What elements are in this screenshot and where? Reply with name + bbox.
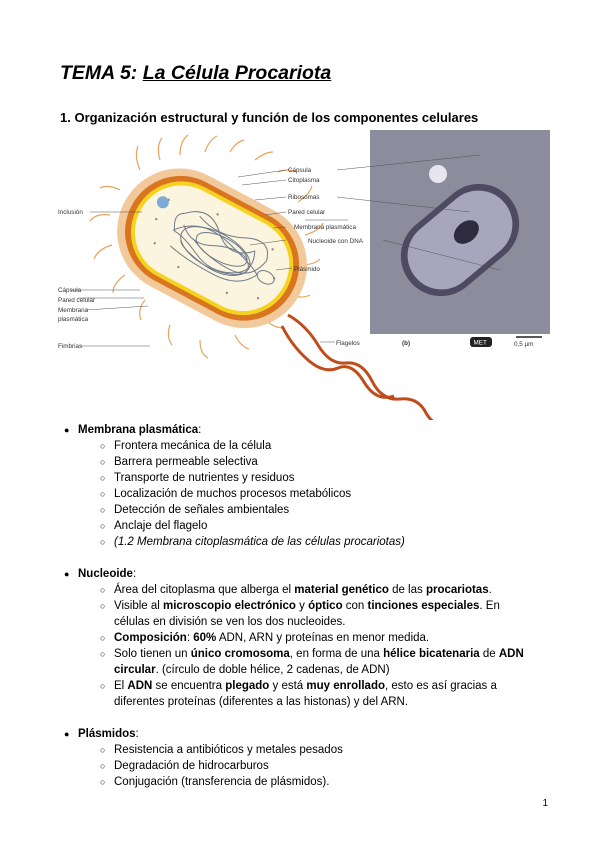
label-membrana-left: Membrana bbox=[58, 307, 89, 314]
list-item: ○ Visible al microscopio electrónico y óptico con tinciones especiales. En células en división se ven los dos nucleoides. bbox=[100, 600, 500, 628]
title-underlined: La Célula Procariota bbox=[142, 62, 332, 84]
label-capsula: Cápsula bbox=[288, 167, 312, 174]
section-plasmidos bbox=[64, 726, 538, 790]
text: Solo tienen un bbox=[114, 648, 191, 660]
list-item-text: (1.2 Membrana citoplasmática de las células procariotas) bbox=[114, 536, 405, 548]
text: de las bbox=[388, 584, 426, 596]
page-number: 1 bbox=[542, 798, 548, 809]
text: con bbox=[342, 600, 368, 612]
list-item-text: Transporte de nutrientes y residuos bbox=[114, 472, 295, 484]
bullet-disc: ● bbox=[64, 569, 70, 579]
text: y bbox=[295, 600, 309, 612]
label-pared-left: Pared celular bbox=[58, 297, 96, 304]
micrograph-vesicle bbox=[429, 165, 447, 183]
list-item: ○ Degradación de hidrocarburos bbox=[100, 760, 269, 772]
list-item-text: Frontera mecánica de la célula bbox=[114, 440, 272, 452]
text: ADN, ARN y proteínas en menor medida. bbox=[216, 632, 430, 644]
bold-text: hélice bicatenaria bbox=[383, 648, 480, 660]
text: , esto es así gracias a diferentes proteínas (diferentes a las histonas) y del ARN. bbox=[114, 680, 497, 708]
text: Visible al bbox=[114, 600, 164, 612]
met-label: MET bbox=[473, 339, 487, 347]
plasmidos-list bbox=[100, 742, 538, 790]
bold-text: tinciones especiales bbox=[367, 600, 480, 612]
list-item: ○ Solo tienen un único cromosoma, en forma de una hélice bicatenaria de ADN circular. (círculo de doble hélice, 2 cadenas, de ADN) bbox=[100, 648, 524, 676]
label-ribosomas: Ribosomas bbox=[288, 194, 320, 201]
list-item-text: Conjugación (transferencia de plásmidos). bbox=[114, 776, 330, 788]
bold-text: material genético bbox=[294, 584, 389, 596]
bold-text: muy enrollado bbox=[306, 680, 386, 692]
text: . (círculo de doble hélice, 2 cadenas, de ADN) bbox=[155, 664, 390, 676]
list-item-text: Anclaje del flagelo bbox=[114, 520, 208, 532]
text: El bbox=[114, 680, 128, 692]
title-prefix: TEMA 5: bbox=[60, 62, 138, 84]
label-capsula-left: Cápsula bbox=[58, 287, 82, 294]
text: : bbox=[186, 632, 194, 644]
text: , en forma de una bbox=[289, 648, 384, 660]
list-item: ○ (1.2 Membrana citoplasmática de las células procariotas) bbox=[100, 536, 405, 548]
list-item-text: Resistencia a antibióticos y metales pesados bbox=[114, 744, 343, 756]
list-item: ○ Conjugación (transferencia de plásmidos). bbox=[100, 776, 330, 788]
list-item: ○ El ADN se encuentra plegado y está muy enrollado, esto es así gracias a diferentes proteínas (diferentes a las histonas) y del ARN. bbox=[100, 680, 497, 708]
bold-text: ADN circular bbox=[114, 648, 524, 676]
membrana-list bbox=[100, 438, 538, 550]
membrana-heading-line bbox=[78, 424, 201, 436]
membrana-colon: : bbox=[198, 424, 202, 436]
text: se encuentra bbox=[152, 680, 226, 692]
bullet-disc: ● bbox=[64, 729, 70, 739]
nucleoide-heading: Nucleoide bbox=[78, 568, 133, 580]
text: de bbox=[479, 648, 499, 660]
bold-text: óptico bbox=[308, 600, 343, 612]
list-item: ○ Barrera permeable selectiva bbox=[100, 456, 258, 468]
plasmidos-colon: : bbox=[135, 728, 139, 740]
bold-text: único cromosoma bbox=[190, 648, 290, 660]
bold-text: ADN bbox=[127, 680, 153, 692]
label-citoplasma: Citoplasma bbox=[288, 177, 320, 184]
bullet-disc: ● bbox=[64, 425, 70, 435]
text: . En células en división se ven los dos nucleoides. bbox=[114, 600, 500, 628]
label-pared-celular: Pared celular bbox=[288, 209, 326, 216]
label-nucleoide-dna: Nucleoide con DNA bbox=[308, 238, 363, 245]
list-item: ○ Resistencia a antibióticos y metales pesados bbox=[100, 744, 343, 756]
prokaryotic-cell-figure bbox=[50, 130, 550, 420]
bold-text: 60% bbox=[193, 632, 217, 644]
label-inclusion: Inclusión bbox=[58, 209, 83, 216]
text: y está bbox=[269, 680, 307, 692]
label-flagelos: Flagelos bbox=[336, 340, 360, 347]
list-item: ○ Transporte de nutrientes y residuos bbox=[100, 472, 295, 484]
list-item: ○ Anclaje del flagelo bbox=[100, 520, 208, 532]
list-item-text: Localización de muchos procesos metabólicos bbox=[114, 488, 352, 500]
list-item: ○ Localización de muchos procesos metabólicos bbox=[100, 488, 352, 500]
list-item: ○ Detección de señales ambientales bbox=[100, 504, 290, 516]
bold-text: plegado bbox=[225, 680, 270, 692]
label-fimbrias: Fimbrias bbox=[58, 343, 83, 350]
section-membrana bbox=[64, 422, 538, 550]
text: . bbox=[488, 584, 492, 596]
nucleoide-heading-line bbox=[78, 568, 136, 580]
bold-text: procariotas bbox=[425, 584, 489, 596]
scale-label: 0,5 μm bbox=[514, 341, 534, 348]
page-title bbox=[60, 62, 331, 85]
label-plasmido: Plásmido bbox=[294, 266, 320, 273]
bold-text: microscopio electrónico bbox=[163, 600, 296, 612]
nucleoide-list bbox=[100, 582, 538, 710]
list-item: ○ Composición: 60% ADN, ARN y proteínas en menor medida. bbox=[100, 632, 430, 644]
section-nucleoide bbox=[64, 566, 538, 710]
plasmidos-heading: Plásmidos bbox=[78, 728, 136, 740]
label-membrana-plasmatica: Membrana plasmática bbox=[294, 224, 356, 231]
section-heading: 1. Organización estructural y función de los componentes celulares bbox=[60, 110, 479, 125]
list-item: ○ Frontera mecánica de la célula bbox=[100, 440, 272, 452]
bold-text: Composición bbox=[114, 632, 187, 644]
label-plasmatica-left: plasmática bbox=[58, 316, 89, 323]
text: Área del citoplasma que alberga el bbox=[114, 584, 295, 596]
list-item-text: Detección de señales ambientales bbox=[114, 504, 290, 516]
plasmidos-heading-line bbox=[78, 728, 139, 740]
nucleoide-colon: : bbox=[132, 568, 137, 580]
list-item-text: Degradación de hidrocarburos bbox=[114, 760, 269, 772]
list-item-text: Barrera permeable selectiva bbox=[114, 456, 258, 468]
list-item: ○ Área del citoplasma que alberga el material genético de las procariotas. bbox=[100, 584, 492, 596]
membrana-heading: Membrana plasmática bbox=[78, 424, 199, 436]
panel-letter: (b) bbox=[402, 340, 411, 347]
